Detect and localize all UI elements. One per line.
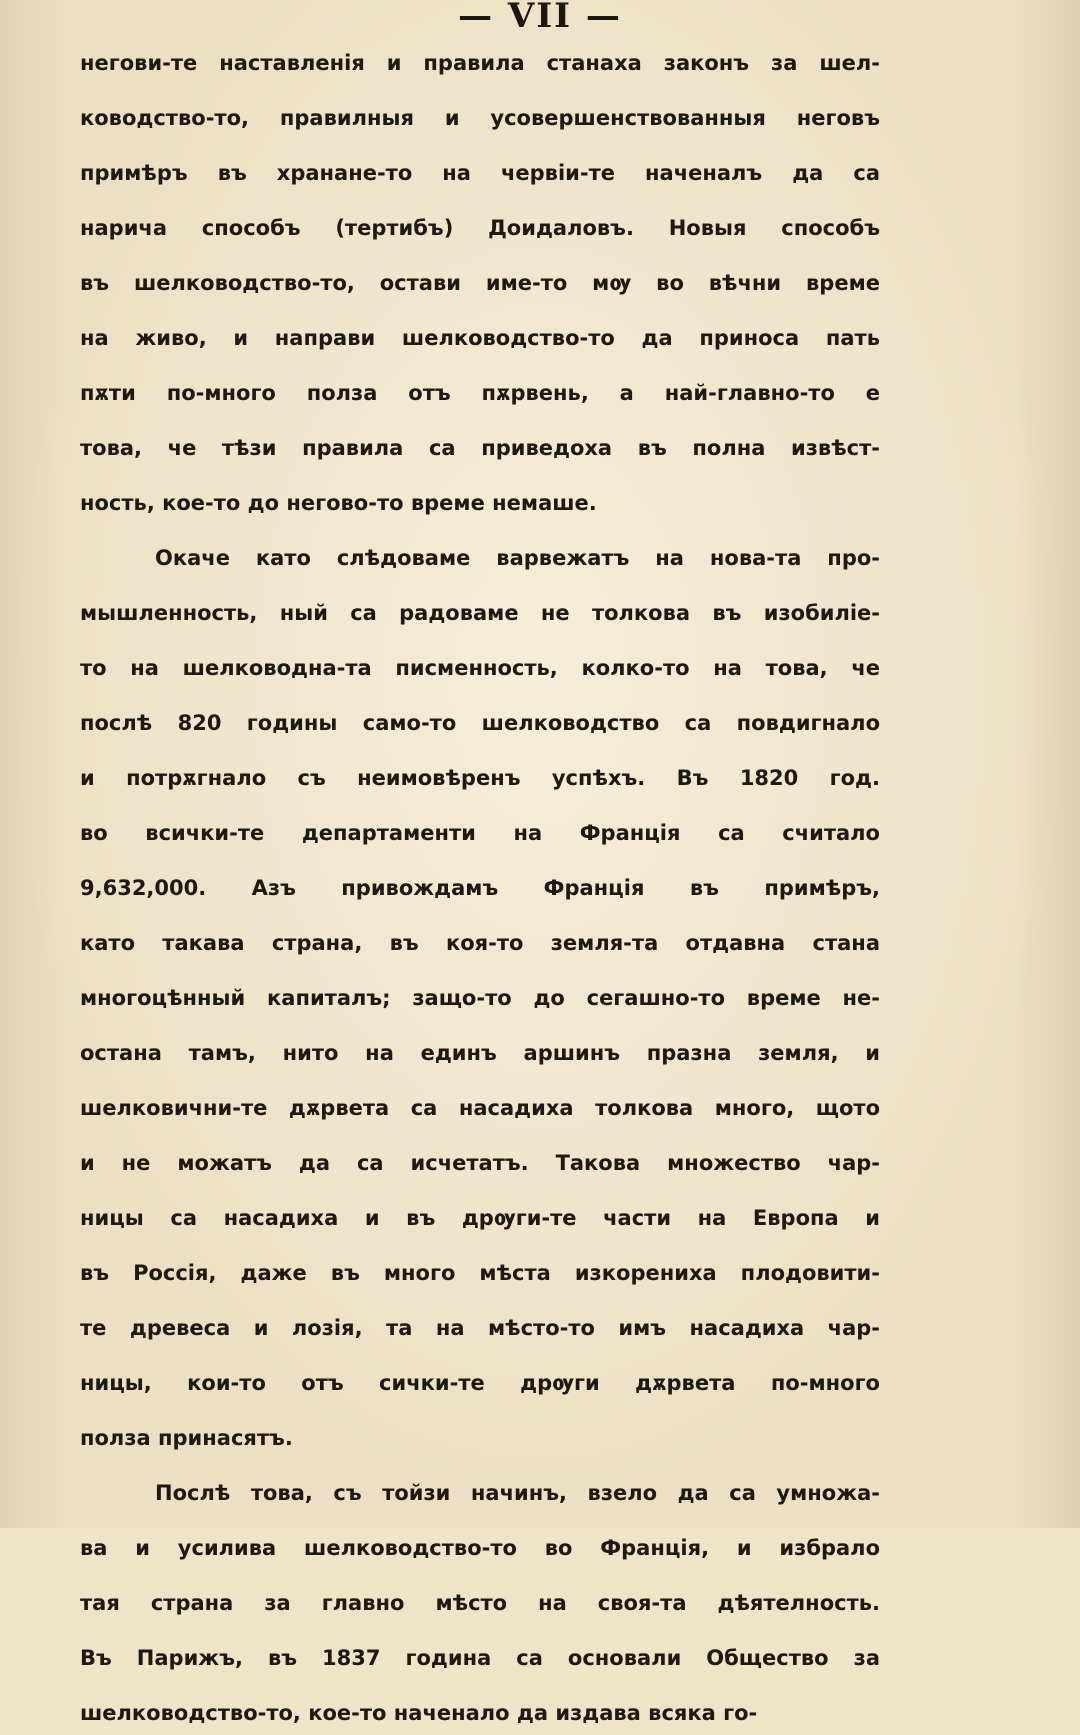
text-line: полза принасятъ. <box>80 1426 293 1450</box>
text-line: нарича способъ (тертибъ) Доидаловъ. Новыя способъ <box>80 216 880 240</box>
text-line: тая страна за главно мѣсто на своя-та дѣятелность. <box>80 1591 880 1615</box>
text-line: шелководство-то, кое-то наченало да издава всяка го- <box>80 1701 758 1725</box>
text-line: въ Россія, даже въ много мѣста изкорениха плодовити- <box>80 1261 880 1285</box>
text-line: мышленность, ный са радоваме не толкова въ изобиліе- <box>80 601 880 625</box>
text-line: ва и усилива шелководство-то во Франція, и избрало <box>80 1536 880 1560</box>
text-line: негови-те наставленія и правила станаха законъ за шел- <box>80 51 880 75</box>
text-line: многоцѣнный капиталъ; защо-то до сегашно-то време не- <box>80 986 880 1010</box>
text-line: Послѣ това, съ тойзи начинъ, взело да са умножа- <box>155 1481 880 1505</box>
body-text <box>80 42 880 1725</box>
text-line: ницы са насадиха и въ дрѹги-те части на Европа и <box>80 1206 880 1230</box>
text-line: като такава страна, въ коя-то земля-та отдавна стана <box>80 931 880 955</box>
text-line: и потрѫгнало съ неимовѣренъ успѣхъ. Въ 1820 год. <box>80 766 880 790</box>
text-line: шелковични-те дѫрвета са насадиха толкова много, щото <box>80 1096 880 1120</box>
text-line: послѣ 820 годины само-то шелководство са повдигнало <box>80 711 880 735</box>
text-line: то на шелководна-та писменность, колко-то на това, че <box>80 656 880 680</box>
text-line: на живо, и направи шелководство-то да приноса пать <box>80 326 880 350</box>
text-line: ницы, кои-то отъ сички-те дрѹги дѫрвета по-много <box>80 1371 880 1395</box>
text-line: примѣръ въ хранане-то на червіи-те наченалъ да са <box>80 161 880 185</box>
text-line: пѫти по-много полза отъ пѫрвень, а най-главно-то е <box>80 381 880 405</box>
text-line: Въ Парижъ, въ 1837 година са основали Общество за <box>80 1646 880 1670</box>
text-line: во всички-те департаменти на Франція са считало <box>80 821 880 845</box>
text-line: това, че тѣзи правила са приведоха въ полна извѣст- <box>80 436 880 460</box>
text-line: и не можатъ да са исчетатъ. Такова множество чар- <box>80 1151 880 1175</box>
text-line: остана тамъ, нито на единъ аршинъ празна земля, и <box>80 1041 880 1065</box>
text-line: 9,632,000. Азъ привождамъ Франція въ примѣръ, <box>80 876 880 900</box>
text-line: ность, кое-то до негово-то време немаше. <box>80 491 597 515</box>
text-line: те древеса и лозія, та на мѣсто-то имъ насадиха чар- <box>80 1316 880 1340</box>
text-line: Окаче като слѣдоваме варвежатъ на нова-та про- <box>155 546 880 570</box>
text-line: ководство-то, правилныя и усовершенствованныя неговъ <box>80 106 880 130</box>
page-number: — VII — <box>458 0 622 36</box>
text-line: въ шелководство-то, остави име-то мѹ во вѣчни време <box>80 271 880 295</box>
